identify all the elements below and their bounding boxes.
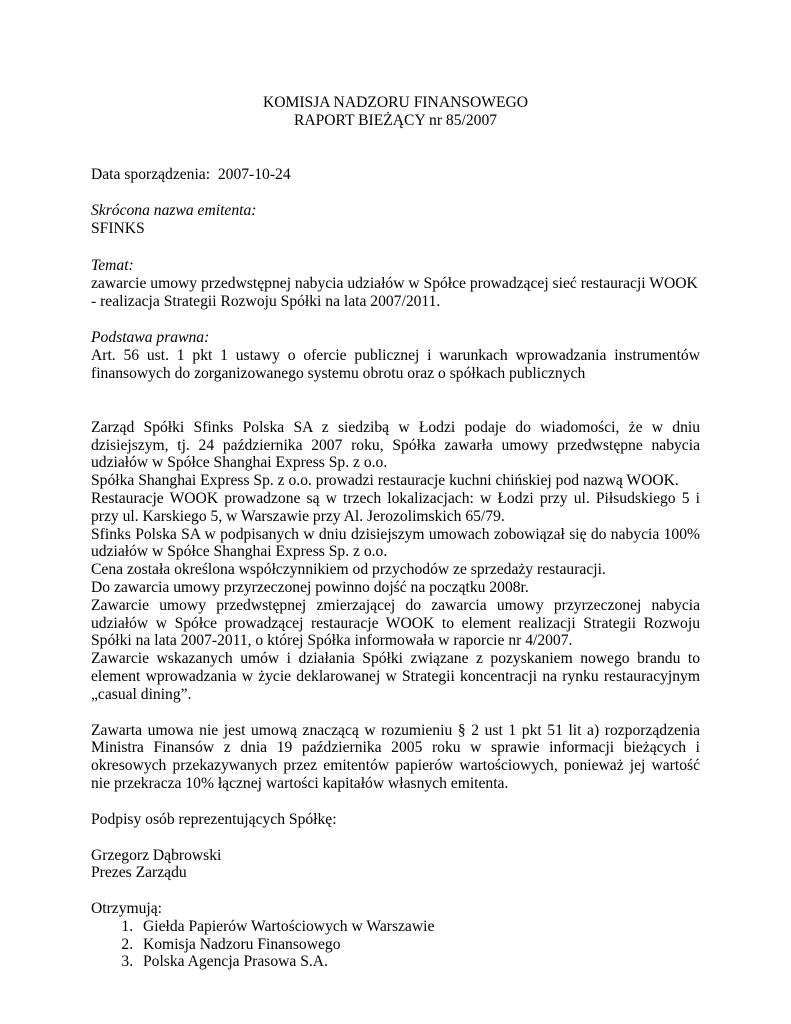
legal-basis-label: Podstawa prawna:: [91, 329, 210, 347]
legal-basis-text: Art. 56 ust. 1 pkt 1 ustawy o ofercie publicznej i warunkach wprowadzania instrumentów finansowych do zorganizowanego systemu obrotu oraz o spółkach publicznych: [91, 347, 700, 382]
report-header: [91, 94, 700, 130]
body-paragraph: Zawarcie umowy przedwstępnej zmierzającej do zawarcia umowy przyrzeczonej nabycia udziałów w Spółce prowadzącej restauracje WOOK to element realizacji Strategii Rozwoju Spółki na lata 2007-2011, o której Spółka informowała w raporcie nr 4/2007.: [91, 596, 700, 650]
date-line: [91, 166, 700, 184]
report-body: [91, 419, 700, 793]
signatory-role: Prezes Zarządu: [91, 864, 187, 882]
body-paragraph: Restauracje WOOK prowadzone są w trzech lokalizacjach: w Łodzi przy ul. Piłsudskiego 5 i przy ul. Karskiego 5, w Warszawie przy Al. Jerozolimskich 65/79.: [91, 489, 700, 525]
report-title: RAPORT BIEŻĄCY nr 85/2007: [293, 111, 498, 129]
list-item: 3. Polska Agencja Prasowa S.A.: [137, 953, 700, 971]
subject-label: Temat:: [91, 256, 134, 274]
subject-line-1: zawarcie umowy przedwstępnej nabycia udziałów w Spółce prowadzącej sieć restauracji WOOK: [91, 274, 698, 292]
issuer-label: Skrócona nazwa emitenta:: [91, 202, 257, 220]
signatory: [91, 847, 700, 883]
recipients-section: [91, 900, 700, 971]
recipients-list: [91, 918, 700, 971]
issuer-value: SFINKS: [91, 220, 145, 238]
list-item: 2. Komisja Nadzoru Finansowego: [137, 936, 700, 954]
signatory-name: Grzegorz Dąbrowski: [91, 846, 222, 864]
date-label: Data sporządzenia:: [91, 165, 211, 183]
recipients-label: Otrzymują:: [91, 900, 163, 918]
body-paragraph: Do zawarcia umowy przyrzeczonej powinno dojść na początku 2008r.: [91, 578, 529, 596]
legal-basis-section: [91, 329, 700, 382]
body-paragraph: Zawarcie wskazanych umów i działania Spółki związane z pozyskaniem nowego brandu to element wprowadzania w życie deklarowanej w Strategii koncentracji na rynku restauracyjnym „casual dining”.: [91, 650, 700, 703]
body-paragraph: Sfinks Polska SA w podpisanych w dniu dzisiejszym umowach zobowiązał się do nabycia 100% udziałów w Spółce Shanghai Express Sp. z o.o.: [91, 525, 700, 561]
list-item: 1. Giełda Papierów Wartościowych w Warszawie: [137, 918, 700, 936]
body-paragraph: Spółka Shanghai Express Sp. z o.o. prowadzi restauracje kuchni chińskiej pod nazwą WOOK.: [91, 472, 679, 490]
signatures-label: Podpisy osób reprezentujących Spółkę:: [91, 810, 337, 828]
body-paragraph: Cena została określona współczynnikiem od przychodów ze sprzedaży restauracji.: [91, 561, 606, 579]
subject-section: [91, 257, 700, 310]
authority-title: KOMISJA NADZORU FINANSOWEGO: [262, 94, 529, 111]
body-paragraph: Zarząd Spółki Sfinks Polska SA z siedzibą w Łodzi podaje do wiadomości, że w dniu dzisiejszym, tj. 24 października 2007 roku, Spółka zawarła umowy przedwstępne nabycia udziałów w Spółce Shanghai Express Sp. z o.o.: [91, 418, 700, 472]
issuer-section: [91, 202, 700, 238]
body-paragraph: Zawarta umowa nie jest umową znaczącą w rozumieniu § 2 ust 1 pkt 51 lit a) rozporządzenia Ministra Finansów z dnia 19 października 2005 roku w sprawie informacji bieżących i okresowych przekazywanych przez emitentów papierów wartościowych, ponieważ jej wartość nie przekracza 10% łącznej wartości kapitałów własnych emitenta.: [91, 721, 700, 792]
subject-line-2: - realizacja Strategii Rozwoju Spółki na lata 2007/2011.: [91, 292, 441, 310]
date-value: 2007-10-24: [217, 165, 291, 183]
document-page: [91, 94, 700, 971]
